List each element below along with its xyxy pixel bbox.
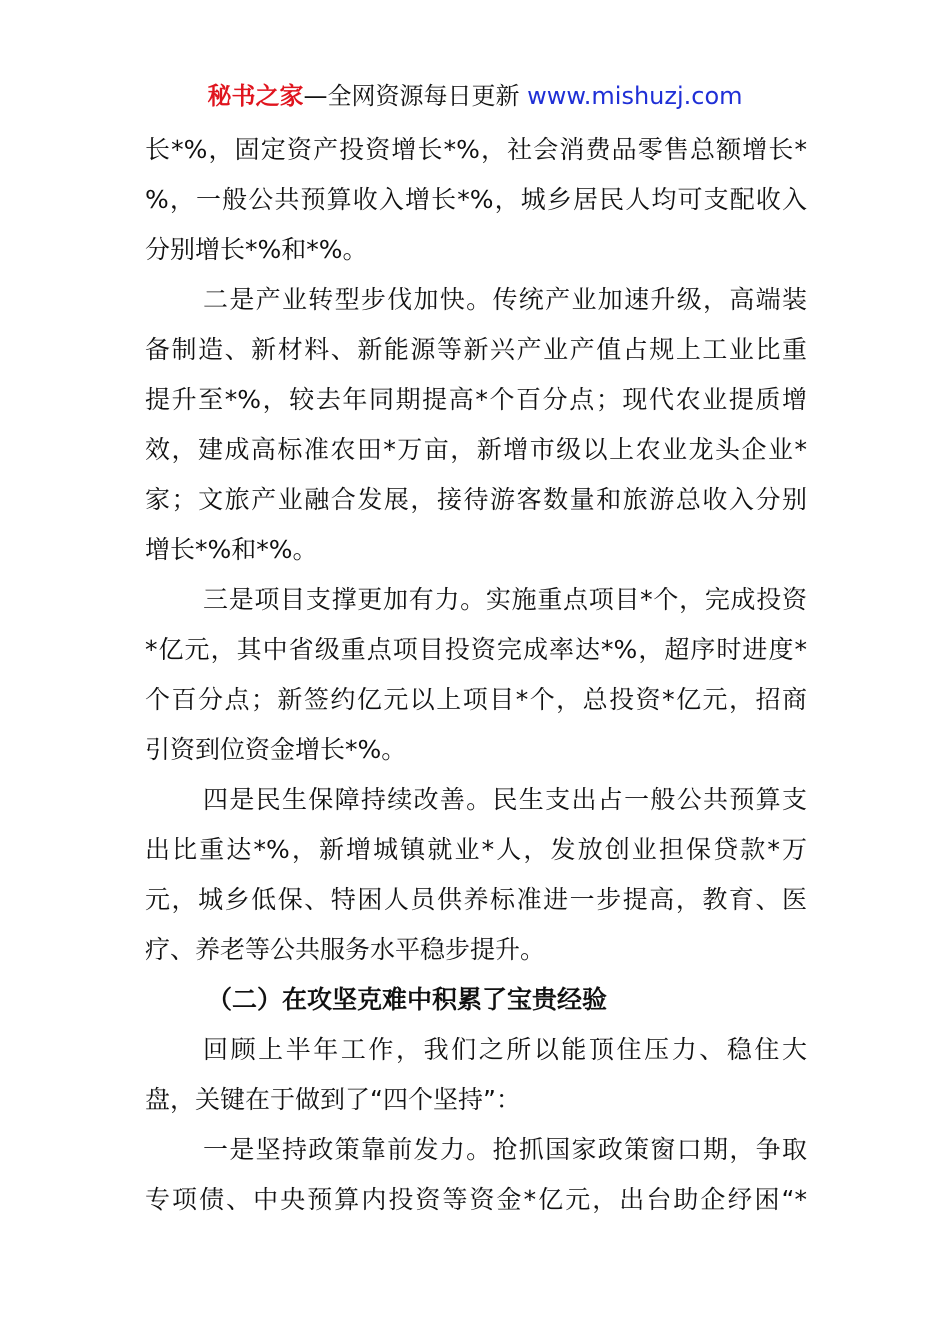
text-line: 备制造、新材料、新能源等新兴产业产值占规上工业比重	[145, 335, 807, 364]
text-line: 增长*%和*%。	[145, 535, 318, 564]
text-line: 专项债、中央预算内投资等资金*亿元，出台助企纾困“*	[145, 1185, 807, 1214]
text-line: %，一般公共预算收入增长*%，城乡居民人均可支配收入	[145, 185, 807, 214]
paragraph-start-line: 三是项目支撑更加有力。实施重点项目*个，完成投资	[203, 585, 807, 614]
document-body	[145, 125, 807, 1225]
text-line: 出比重达*%，新增城镇就业*人，发放创业担保贷款*万	[145, 835, 807, 864]
site-url-link[interactable]: www.mishuzj.com	[527, 82, 743, 110]
paragraph-start-line: 回顾上半年工作，我们之所以能顶住压力、稳住大	[203, 1035, 807, 1064]
section-heading: （二）在攻坚克难中积累了宝贵经验	[207, 985, 608, 1014]
site-tagline: —全网资源每日更新	[303, 82, 528, 110]
text-line: 个百分点；新签约亿元以上项目*个，总投资*亿元，招商	[145, 685, 807, 714]
paragraph-start-line: 四是民生保障持续改善。民生支出占一般公共预算支	[203, 785, 807, 814]
paragraph-start-line: 二是产业转型步伐加快。传统产业加速升级，高端装	[203, 285, 807, 314]
site-header	[0, 80, 950, 112]
text-line: 提升至*%，较去年同期提高*个百分点；现代农业提质增	[145, 385, 807, 414]
text-line: 家；文旅产业融合发展，接待游客数量和旅游总收入分别	[145, 485, 807, 514]
text-line: 效，建成高标准农田*万亩，新增市级以上农业龙头企业*	[145, 435, 807, 464]
text-line: 长*%，固定资产投资增长*%，社会消费品零售总额增长*	[145, 135, 807, 164]
text-line: 引资到位资金增长*%。	[145, 735, 407, 764]
text-line: 疗、养老等公共服务水平稳步提升。	[145, 935, 546, 964]
text-line: 分别增长*%和*%。	[145, 235, 368, 264]
text-line: 元，城乡低保、特困人员供养标准进一步提高，教育、医	[145, 885, 807, 914]
text-line: *亿元，其中省级重点项目投资完成率达*%，超序时进度*	[145, 635, 807, 664]
text-line: 盘，关键在于做到了“四个坚持”：	[145, 1085, 521, 1114]
site-brand: 秘书之家	[207, 82, 304, 110]
paragraph-start-line: 一是坚持政策靠前发力。抢抓国家政策窗口期，争取	[203, 1135, 807, 1164]
